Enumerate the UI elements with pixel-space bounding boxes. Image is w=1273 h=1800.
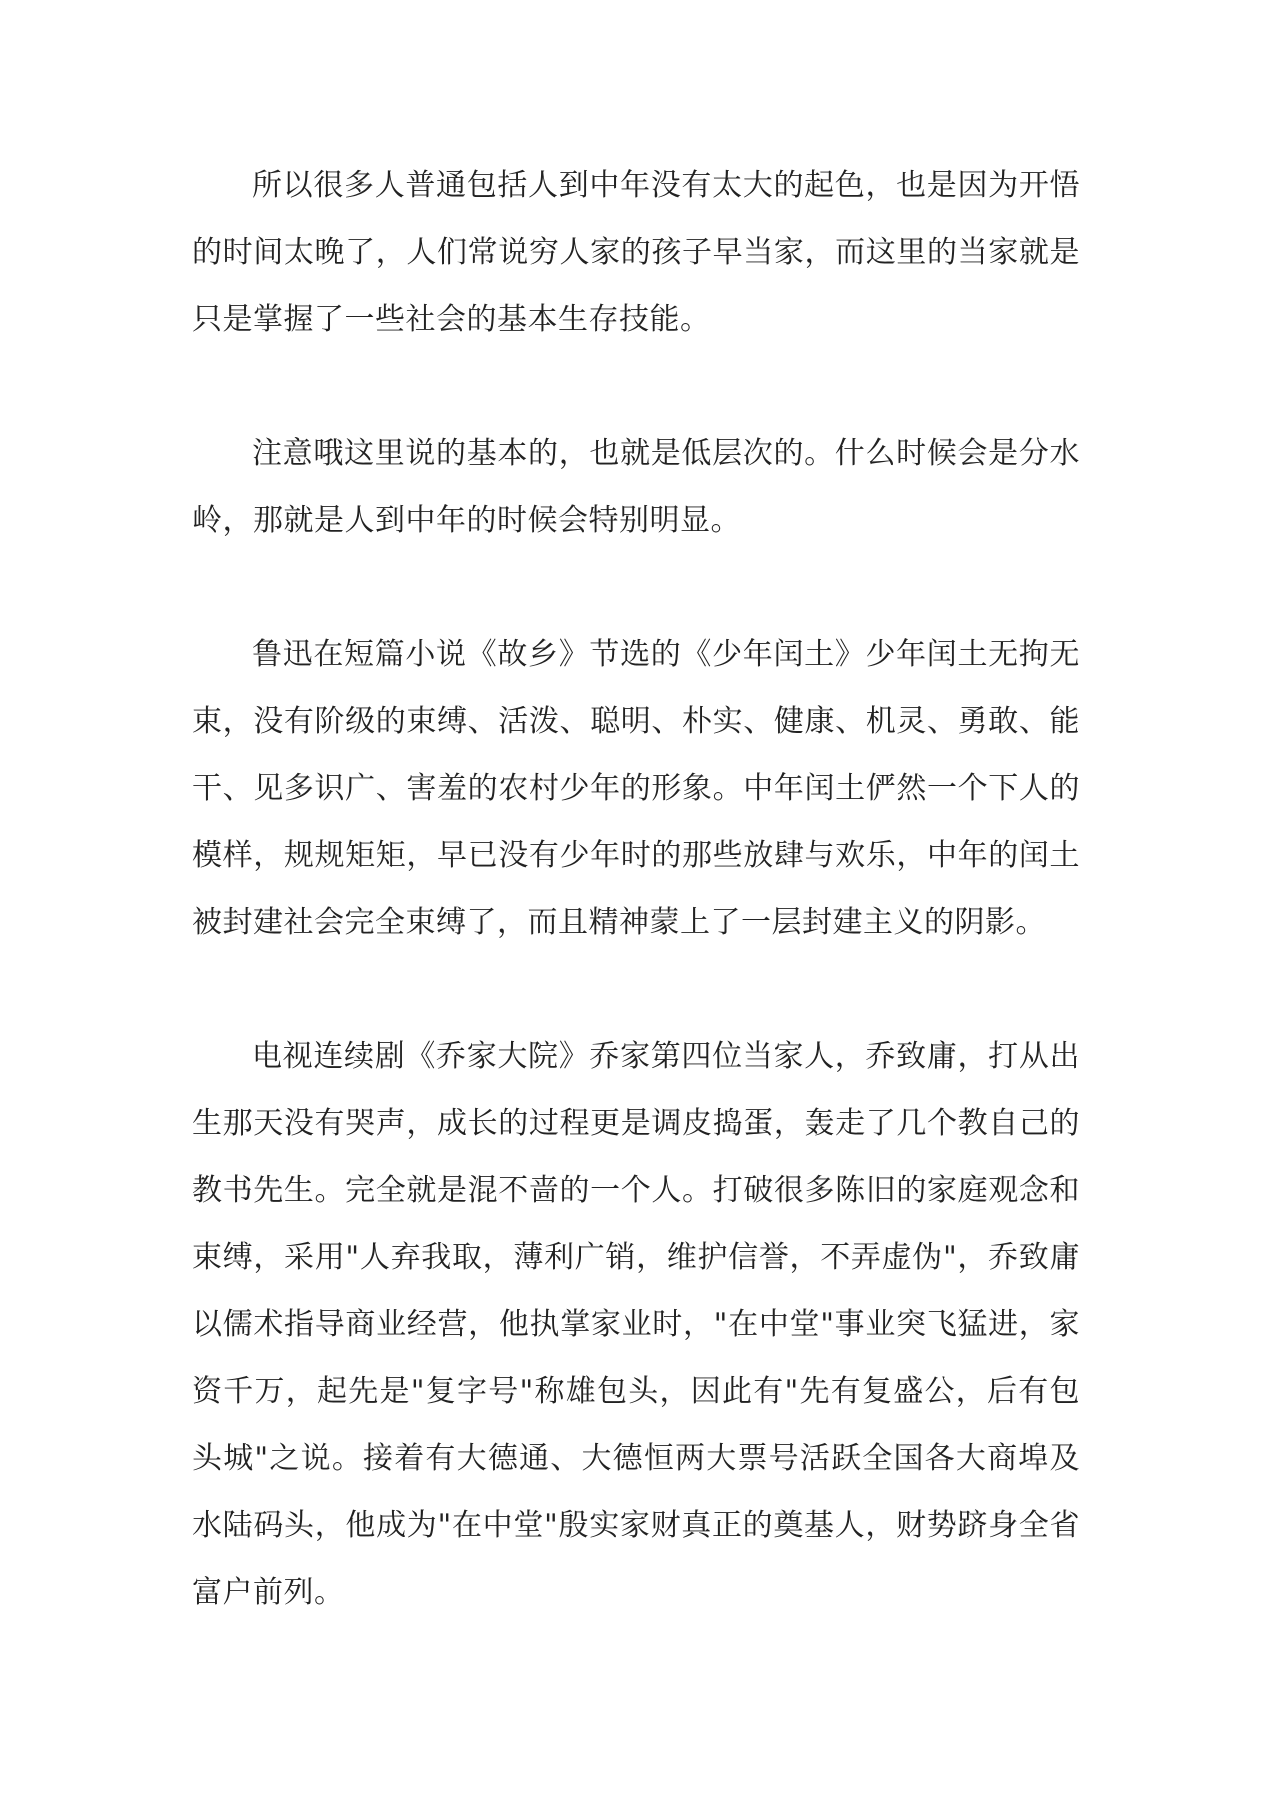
paragraph-3: 鲁迅在短篇小说《故乡》节选的《少年闰土》少年闰土无拘无束，没有阶级的束缚、活泼、聪明、朴实、健康、机灵、勇敢、能干、见多识广、害羞的农村少年的形象。中年闰土俨然一个下人的模样，规规矩矩，早已没有少年时的那些放肆与欢乐，中年的闰土被封建社会完全束缚了，而且精神蒙上了一层封建主义的阴影。	[192, 637, 1080, 940]
document-body	[192, 152, 1080, 1626]
paragraph-4: 电视连续剧《乔家大院》乔家第四位当家人，乔致庸，打从出生那天没有哭声，成长的过程更是调皮捣蛋，轰走了几个教自己的教书先生。完全就是混不啬的一个人。打破很多陈旧的家庭观念和束缚，采用"人弃我取，薄利广销，维护信誉，不弄虚伪"，乔致庸以儒术指导商业经营，他执掌家业时，"在中堂"事业突飞猛进，家资千万，起先是"复字号"称雄包头，因此有"先有复盛公，后有包头城"之说。接着有大德通、大德恒两大票号活跃全国各大商埠及水陆码头，他成为"在中堂"殷实家财真正的奠基人，财势跻身全省富户前列。	[192, 1039, 1080, 1610]
paragraph-1: 所以很多人普通包括人到中年没有太大的起色，也是因为开悟的时间太晚了，人们常说穷人家的孩子早当家，而这里的当家就是只是掌握了一些社会的基本生存技能。	[192, 168, 1080, 337]
paragraph-2: 注意哦这里说的基本的，也就是低层次的。什么时候会是分水岭，那就是人到中年的时候会特别明显。	[192, 436, 1080, 538]
